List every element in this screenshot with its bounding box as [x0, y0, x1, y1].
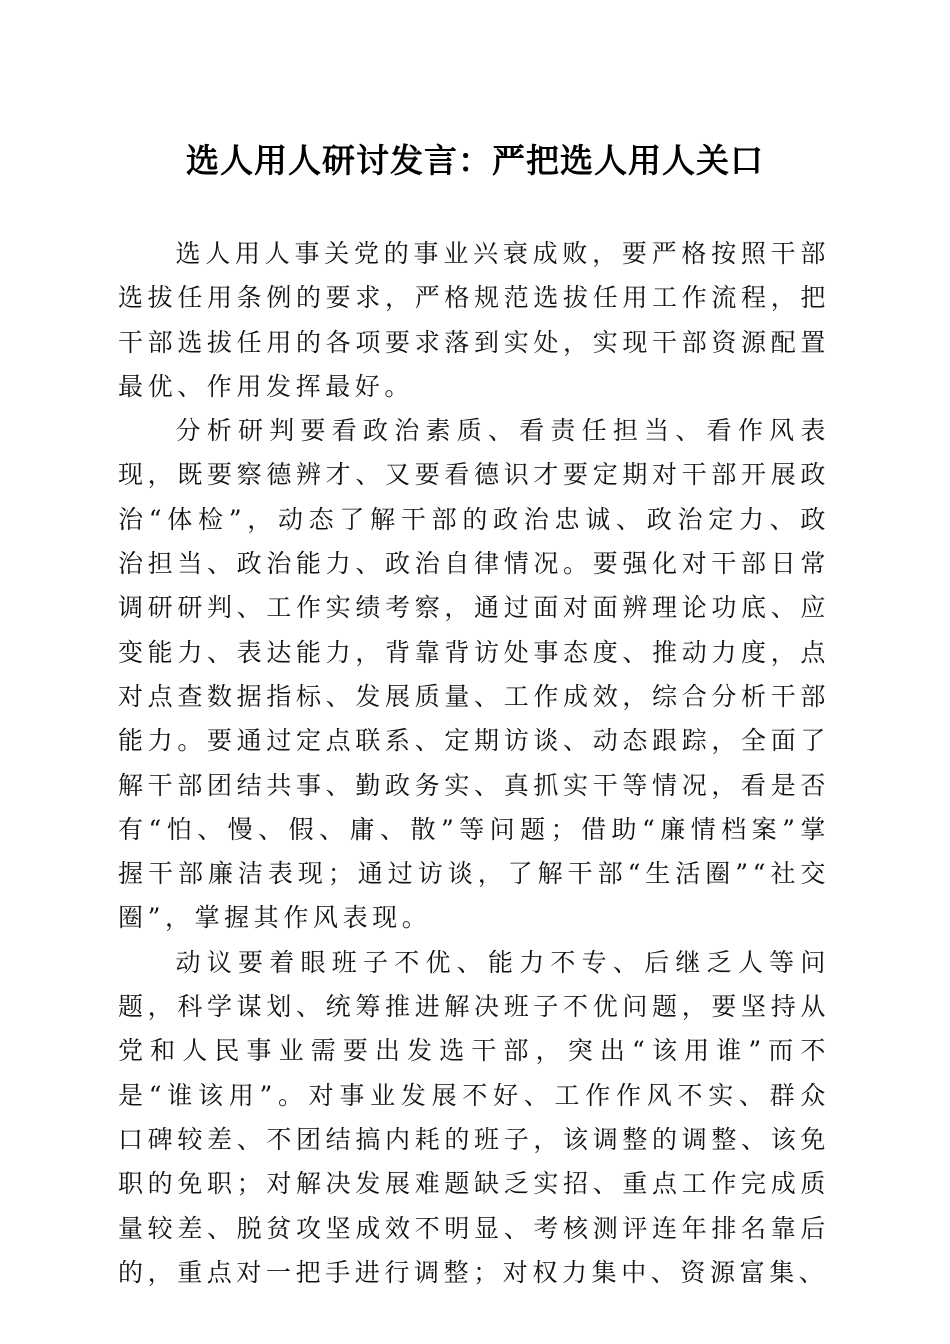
- paragraph-2: 分析研判要看政治素质、看责任担当、看作风表现，既要察德辨才、又要看德识才要定期对干部开展政治“体检”，动态了解干部的政治忠诚、政治定力、政治担当、政治能力、政治自律情况。要强化对干部日常调研研判、工作实绩考察，通过面对面辨理论功底、应变能力、表达能力，背靠背访处事态度、推动力度，点对点查数据指标、发展质量、工作成效，综合分析干部能力。要通过定点联系、定期访谈、动态跟踪，全面了解干部团结共事、勤政务实、真抓实干等情况，看是否有“怕、慢、假、庸、散”等问题；借助“廉情档案”掌握干部廉洁表现；通过访谈，了解干部“生活圈”“社交圈”，掌握其作风表现。: [118, 416, 830, 933]
- paragraph-3: 动议要着眼班子不优、能力不专、后继乏人等问题，科学谋划、统筹推进解决班子不优问题，要坚持从党和人民事业需要出发选干部，突出“该用谁”而不是“谁该用”。对事业发展不好、工作作风不实、群众口碑较差、不团结搞内耗的班子，该调整的调整、该免职的免职；对解决发展难题缺乏实招、重点工作完成质量较差、脱贫攻坚成效不明显、考核测评连年排名靠后的，重点对一把手进行调整；对权力集中、资源富集、: [118, 947, 830, 1287]
- document-title: 选人用人研讨发言：严把选人用人关口: [186, 141, 764, 180]
- document-body: [118, 232, 830, 1295]
- paragraph-1: 选人用人事关党的事业兴衰成败，要严格按照干部选拔任用条例的要求，严格规范选拔任用工作流程，把干部选拔任用的各项要求落到实处，实现干部资源配置最优、作用发挥最好。: [118, 239, 830, 401]
